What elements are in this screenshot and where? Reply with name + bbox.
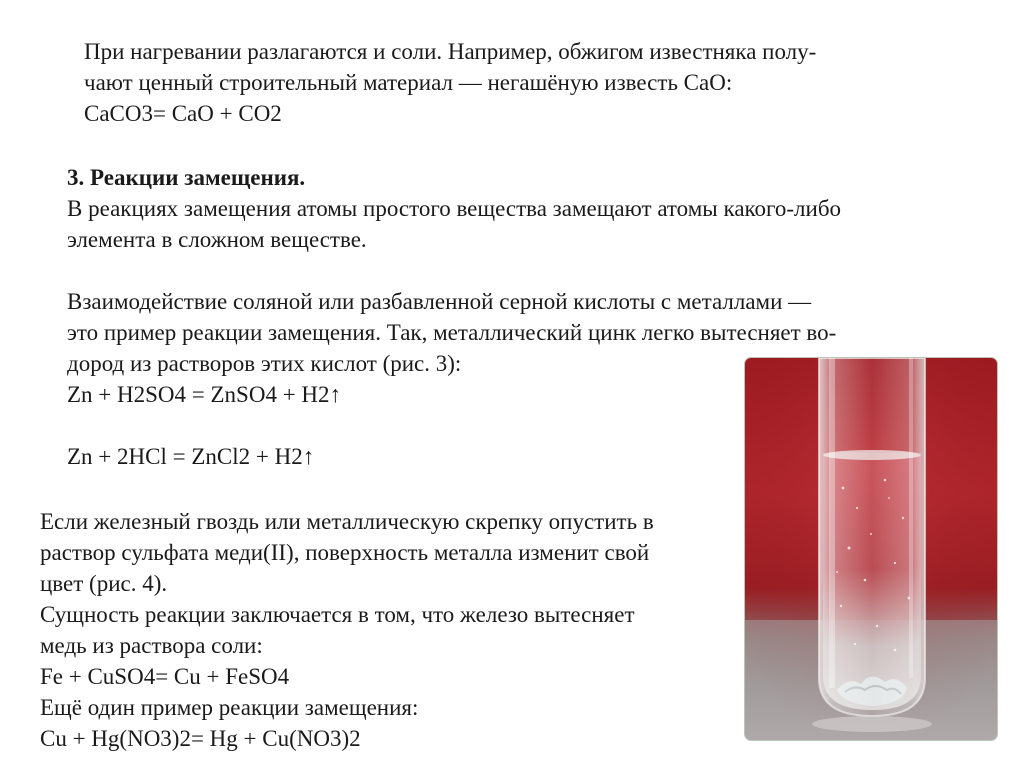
substitution-line: В реакциях замещения атомы простого вещества замещают атомы какого-либо bbox=[67, 196, 842, 221]
intro-equation: CaCO3= CaO + CO2 bbox=[84, 101, 282, 126]
test-tube-illustration bbox=[745, 358, 997, 740]
zinc-line: дород из растворов этих кислот (рис. 3): bbox=[67, 351, 462, 376]
zinc-equation-2: Zn + 2HCl = ZnCl2 + H2↑ bbox=[67, 444, 315, 469]
iron-line: Если железный гвоздь или металлическую скрепку опустить в bbox=[40, 509, 654, 534]
iron-equation-1: Fe + CuSO4= Cu + FeSO4 bbox=[40, 664, 290, 689]
substitution-section bbox=[67, 162, 841, 255]
substitution-line: элемента в сложном веществе. bbox=[67, 227, 367, 252]
section-heading: 3. Реакции замещения. bbox=[67, 165, 306, 190]
iron-line: раствор сульфата меди(II), поверхность металла изменит свой bbox=[40, 540, 650, 565]
iron-line: цвет (рис. 4). bbox=[40, 571, 168, 596]
iron-paragraph bbox=[40, 506, 654, 754]
test-tube-photo bbox=[745, 358, 997, 740]
iron-line: медь из раствора соли: bbox=[40, 633, 263, 658]
intro-line: При нагревании разлагаются и соли. Например, обжигом известняка полу- bbox=[84, 39, 817, 64]
zinc-line: это пример реакции замещения. Так, металлический цинк легко вытесняет во- bbox=[67, 320, 837, 345]
iron-line: Ещё один пример реакции замещения: bbox=[40, 695, 419, 720]
zinc-equation-1: Zn + H2SO4 = ZnSO4 + H2↑ bbox=[67, 382, 342, 407]
spacer bbox=[67, 410, 836, 441]
intro-paragraph bbox=[84, 36, 816, 129]
zinc-paragraph bbox=[67, 286, 836, 472]
zinc-line: Взаимодействие соляной или разбавленной серной кислоты с металлами — bbox=[67, 289, 812, 314]
iron-equation-2: Cu + Hg(NO3)2= Hg + Cu(NO3)2 bbox=[40, 726, 361, 751]
intro-line: чают ценный строительный материал — негашёную известь CaO: bbox=[84, 70, 733, 95]
iron-line: Сущность реакции заключается в том, что железо вытесняет bbox=[40, 602, 635, 627]
